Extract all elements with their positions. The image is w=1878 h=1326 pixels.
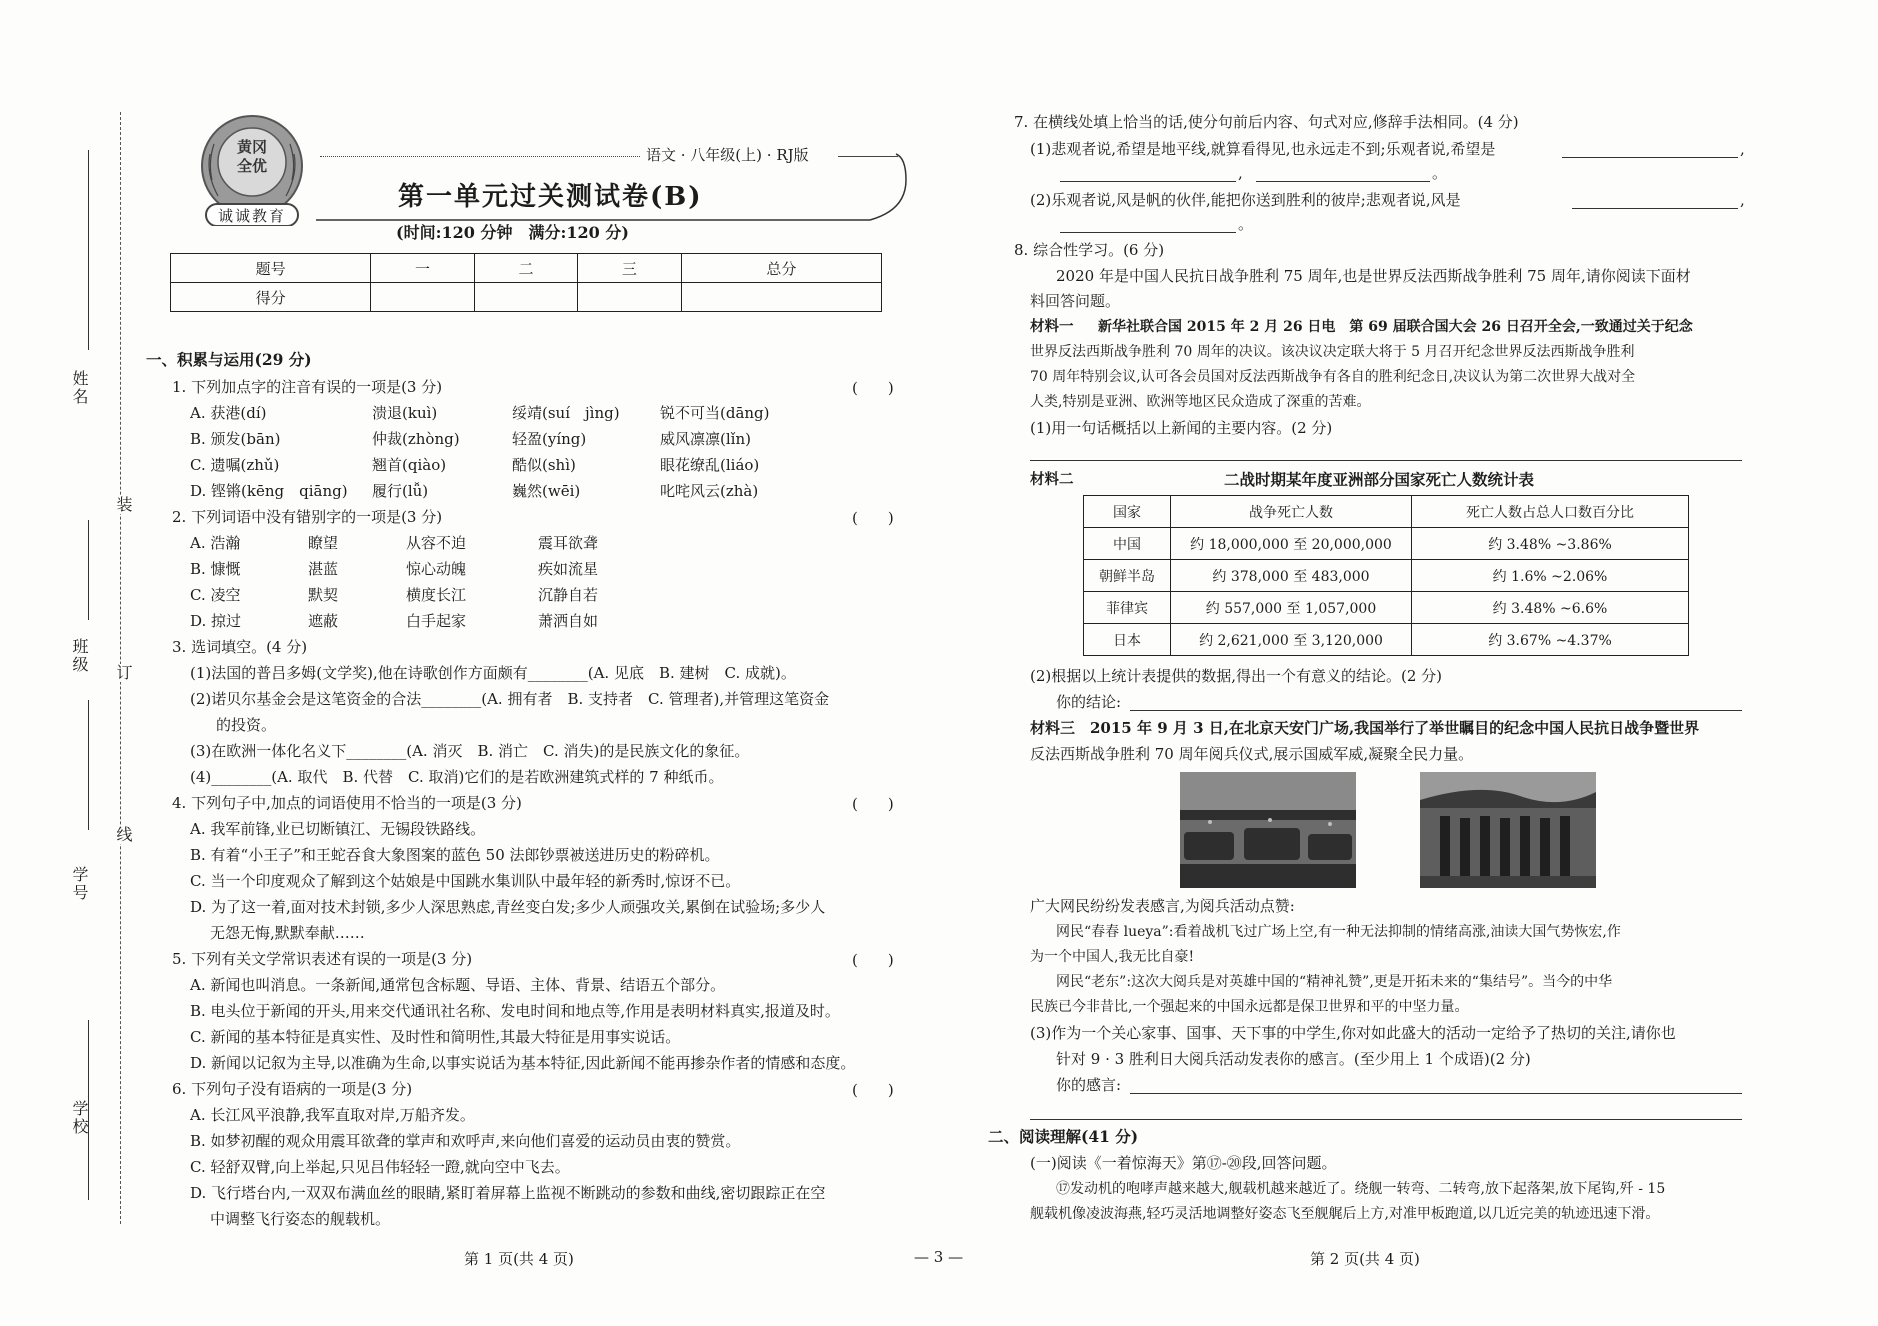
logo-text-top: 黄冈全优	[236, 138, 267, 175]
section-2-heading: 二、阅读理解(41 分)	[988, 1127, 1139, 1146]
q7-2-comma: ,	[1740, 191, 1745, 209]
q2-stem: 2. 下列词语中没有错别字的一项是(3 分)	[172, 508, 443, 526]
q2-opt-b-4: 疾如流星	[538, 560, 599, 578]
stat-head-deaths: 战争死亡人数	[1171, 496, 1412, 528]
q2-opt-a-4: 震耳欲聋	[538, 534, 599, 552]
material-1-line-1: 新华社联合国 2015 年 2 月 26 日电 第 69 届联合国大会 26 日召开全会,一致通过关于纪念	[1098, 319, 1693, 335]
q5-answer-paren[interactable]: ( )	[852, 951, 894, 969]
stat-cell-deaths: 约 557,000 至 1,057,000	[1171, 592, 1412, 624]
stat-head-country: 国家	[1084, 496, 1171, 528]
q6-opt-d-cont: 中调整飞行姿态的舰载机。	[210, 1210, 391, 1228]
q2-opt-b-2: 湛蓝	[308, 560, 339, 578]
stat-cell-percent: 约 1.6% ~2.06%	[1412, 560, 1689, 592]
q1-opt-c-3: 酷似(shì)	[512, 456, 576, 474]
reading-1-instruction: (一)阅读《一着惊海天》第⑰-⑳段,回答问题。	[1030, 1154, 1337, 1172]
material-2-table-title: 二战时期某年度亚洲部分国家死亡人数统计表	[1224, 470, 1535, 489]
subject-label: 语文 · 八年级(上) · RJ版	[646, 146, 809, 164]
q2-opt-c-1: C. 凌空	[190, 586, 241, 604]
q3-stem: 3. 选词填空。(4 分)	[172, 638, 308, 656]
material-1-line-2: 世界反法西斯战争胜利 70 周年的决议。该决议决定联大将于 5 月召开纪念世界反法西斯战争胜利	[1030, 344, 1635, 360]
stat-cell-percent: 约 3.67% ~4.37%	[1412, 624, 1689, 656]
q8-3-answer-line-1[interactable]	[1130, 1093, 1742, 1094]
stat-cell-deaths: 约 18,000,000 至 20,000,000	[1171, 528, 1412, 560]
stat-cell-percent: 约 3.48% ~6.6%	[1412, 592, 1689, 624]
binding-underline-id	[88, 700, 89, 830]
q5-opt-a: A. 新闻也叫消息。一条新闻,通常包含标题、导语、主体、背景、结语五个部分。	[190, 976, 726, 994]
q6-opt-d: D. 飞行塔台内,一双双布满血丝的眼睛,紧盯着屏幕上监视不断跳动的参数和曲线,密切跟踪正在空	[190, 1184, 826, 1202]
center-page-number: — 3 —	[914, 1248, 964, 1266]
table-row	[1084, 560, 1689, 592]
q2-opt-d-1: D. 掠过	[190, 612, 242, 630]
q1-opt-a-4: 锐不可当(dāng)	[660, 404, 770, 422]
q2-opt-d-3: 白手起家	[406, 612, 467, 630]
binding-underline-name	[88, 150, 89, 350]
binding-label-class: 班级	[70, 638, 89, 674]
q1-opt-a-2: 溃退(kuì)	[372, 404, 438, 422]
q2-answer-paren[interactable]: ( )	[852, 509, 894, 527]
q1-opt-b-2: 仲裁(zhòng)	[372, 430, 460, 448]
binding-mark-zhuang: 装	[114, 496, 133, 514]
score-head-item: 题号	[171, 254, 371, 283]
q3-item-3: (3)在欧洲一体化名义下________(A. 消灭 B. 消亡 C. 消失)的是民族文化的象征。	[190, 742, 750, 760]
q4-stem: 4. 下列句子中,加点的词语使用不恰当的一项是(3 分)	[172, 794, 522, 812]
score-cell-part2[interactable]	[474, 283, 577, 312]
left-page-footer: 第 1 页(共 4 页)	[464, 1250, 574, 1268]
q2-opt-a-3: 从容不迫	[406, 534, 467, 552]
q2-opt-d-4: 萧洒自如	[538, 612, 599, 630]
q2-opt-c-4: 沉静自若	[538, 586, 599, 604]
q3-item-2-cont: 的投资。	[216, 716, 277, 734]
binding-mark-ding: 订	[114, 664, 133, 682]
q2-opt-c-3: 横度长江	[406, 586, 467, 604]
binding-label-id: 学号	[70, 866, 89, 902]
q1-opt-c-2: 翘首(qiào)	[372, 456, 447, 474]
stat-cell-country: 朝鲜半岛	[1084, 560, 1171, 592]
q3-item-1: (1)法国的普吕多姆(文学奖),他在诗歌创作方面颇有________(A. 见底 B. 建树 C. 成就)。	[190, 664, 796, 682]
q1-opt-d-3: 巍然(wēi)	[512, 482, 581, 500]
table-row	[1084, 624, 1689, 656]
q5-opt-c: C. 新闻的基本特征是真实性、及时性和简明性,其最大特征是用事实说话。	[190, 1028, 681, 1046]
q7-1-blank-b[interactable]	[1060, 181, 1236, 182]
q3-item-4: (4)________(A. 取代 B. 代替 C. 取消)它们的是若欧洲建筑式样的 7 种纸币。	[190, 768, 724, 786]
exam-title: 第一单元过关测试卷(B)	[398, 182, 703, 212]
binding-underline-class	[88, 520, 89, 620]
q2-opt-a-1: A. 浩瀚	[190, 534, 241, 552]
netizen-2-line-1: 网民“老东”:这次大阅兵是对英雄中国的“精神礼赞”,更是开拓未来的“集结号”。当今的中华	[1056, 974, 1613, 990]
q6-answer-paren[interactable]: ( )	[852, 1081, 894, 1099]
q8-1-answer-line[interactable]	[1030, 460, 1742, 461]
death-statistics-table	[1083, 495, 1689, 656]
score-cell-total[interactable]	[681, 283, 881, 312]
q5-opt-d: D. 新闻以记叙为主导,以准确为生命,以事实说话为基本特征,因此新闻不能再掺杂作者的情感和态度。	[190, 1054, 856, 1072]
q2-opt-b-3: 惊心动魄	[406, 560, 467, 578]
q7-1-comma: ,	[1740, 140, 1745, 158]
q4-opt-c: C. 当一个印度观众了解到这个姑娘是中国跳水集训队中最年轻的新秀时,惊讶不已。	[190, 872, 741, 890]
q7-1-blank-a[interactable]	[1562, 157, 1738, 158]
material-2-label: 材料二	[1030, 471, 1074, 488]
stat-cell-percent: 约 3.48% ~3.86%	[1412, 528, 1689, 560]
q8-2-stem: (2)根据以上统计表提供的数据,得出一个有意义的结论。(2 分)	[1030, 667, 1443, 685]
binding-label-name: 姓名	[70, 370, 89, 406]
score-cell-part3[interactable]	[578, 283, 681, 312]
q7-1-blank-c[interactable]	[1256, 181, 1430, 182]
material-3-line-2: 反法西斯战争胜利 70 周年阅兵仪式,展示国威军威,凝聚全民力量。	[1030, 745, 1474, 763]
q1-opt-c-1: C. 遗嘱(zhǔ)	[190, 456, 280, 474]
q4-opt-d-cont: 无怨无悔,默默奉献……	[210, 924, 365, 942]
q8-stem: 8. 综合性学习。(6 分)	[1014, 241, 1165, 259]
q1-stem: 1. 下列加点字的注音有误的一项是(3 分)	[172, 378, 443, 396]
exam-time-info: (时间:120 分钟 满分:120 分)	[396, 223, 629, 242]
q2-opt-c-2: 默契	[308, 586, 339, 604]
material-1-label: 材料一	[1030, 318, 1074, 335]
score-head-total: 总分	[681, 254, 881, 283]
q4-answer-paren[interactable]: ( )	[852, 795, 894, 813]
q7-stem: 7. 在横线处填上恰当的话,使分句前后内容、句式对应,修辞手法相同。(4 分)	[1014, 113, 1519, 131]
table-row	[1084, 528, 1689, 560]
q4-opt-d: D. 为了这一着,面对技术封锁,多少人深思熟虑,青丝变白发;多少人顽强攻关,累倒在试验场;多少人	[190, 898, 826, 916]
score-row-label: 得分	[171, 283, 371, 312]
q8-2-answer-label: 你的结论:	[1056, 693, 1122, 711]
score-head-part1: 一	[371, 254, 474, 283]
stat-cell-country: 日本	[1084, 624, 1171, 656]
q2-opt-d-2: 遮蔽	[308, 612, 339, 630]
score-cell-part1[interactable]	[371, 283, 474, 312]
binding-label-school: 学校	[70, 1100, 89, 1136]
q2-opt-b-1: B. 慷慨	[190, 560, 241, 578]
table-row	[1084, 592, 1689, 624]
right-page-footer: 第 2 页(共 4 页)	[1310, 1250, 1420, 1268]
q1-opt-b-4: 威风凛凛(lǐn)	[660, 430, 751, 448]
q7-item-1: (1)悲观者说,希望是地平线,就算看得见,也永远走不到;乐观者说,希望是	[1030, 140, 1496, 158]
q3-item-2: (2)诺贝尔基金会是这笔资金的合法________(A. 拥有者 B. 支持者 C. 管理者),并管理这笔资金	[190, 690, 830, 708]
logo-text-bottom: 诚诚教育	[217, 207, 286, 225]
q1-opt-a-3: 绥靖(suí jìng)	[512, 404, 620, 422]
q5-stem: 5. 下列有关文学常识表述有误的一项是(3 分)	[172, 950, 473, 968]
q8-3-answer-label: 你的感言:	[1056, 1076, 1122, 1094]
material-3-line-1: 材料三 2015 年 9 月 3 日,在北京天安门广场,我国举行了举世瞩目的纪念中国人民抗日战争暨世界	[1030, 719, 1700, 737]
q1-opt-d-1: D. 铿锵(kēng qiāng)	[190, 482, 348, 500]
q8-3-stem-cont: 针对 9 · 3 胜利日大阅兵活动发表你的感言。(至少用上 1 个成语)(2 分)	[1056, 1050, 1531, 1068]
q6-stem: 6. 下列句子没有语病的一项是(3 分)	[172, 1080, 413, 1098]
q7-2-blank-b[interactable]	[1060, 232, 1236, 233]
parade-photo-soldiers	[1420, 772, 1596, 888]
netizen-intro: 广大网民纷纷发表感言,为阅兵活动点赞:	[1030, 897, 1295, 915]
publisher-logo	[196, 114, 308, 226]
section-1-heading: 一、积累与运用(29 分)	[146, 350, 312, 369]
q4-opt-b: B. 有着“小王子”和王蛇吞食大象图案的蓝色 50 法郎钞票被送进历史的粉碎机。	[190, 846, 720, 864]
q6-opt-c: C. 轻舒双臂,向上举起,只见吕伟轻轻一蹬,就向空中飞去。	[190, 1158, 570, 1176]
binding-mark-xian: 线	[114, 826, 133, 844]
q1-opt-b-3: 轻盈(yíng)	[512, 430, 587, 448]
q7-1-comma-b: ,	[1238, 164, 1243, 182]
q1-opt-d-2: 履行(lǚ)	[372, 482, 429, 500]
q6-opt-a: A. 长江风平浪静,我军直取对岸,万船齐发。	[190, 1106, 475, 1124]
q7-2-blank-a[interactable]	[1572, 208, 1738, 209]
q6-opt-b: B. 如梦初醒的观众用震耳欲聋的掌声和欢呼声,来向他们喜爱的运动员由衷的赞赏。	[190, 1132, 741, 1150]
score-head-part2: 二	[474, 254, 577, 283]
q1-answer-paren[interactable]: ( )	[852, 379, 894, 397]
netizen-1-line-1: 网民“春春 lueya”:看着战机飞过广场上空,有一种无法抑制的情绪高涨,油读大国气势恢宏,作	[1056, 924, 1621, 940]
q2-opt-a-2: 瞭望	[308, 534, 339, 552]
material-1-line-3: 70 周年特别会议,认可各会员国对反法西斯战争有各自的胜利纪念日,决议认为第二次世界大战对全	[1030, 369, 1636, 385]
reading-1-para-1: ⑰发动机的咆哮声越来越大,舰载机越来越近了。绕舰一转弯、二转弯,放下起落架,放下尾钩,歼 - 15	[1056, 1181, 1666, 1197]
score-head-part3: 三	[578, 254, 681, 283]
score-table	[170, 253, 882, 312]
q7-item-2: (2)乐观者说,风是帆的伙伴,能把你送到胜利的彼岸;悲观者说,风是	[1030, 191, 1461, 209]
stat-cell-deaths: 约 2,621,000 至 3,120,000	[1171, 624, 1412, 656]
q4-opt-a: A. 我军前锋,业已切断镇江、无锡段铁路线。	[190, 820, 486, 838]
q1-opt-c-4: 眼花缭乱(liáo)	[660, 456, 760, 474]
material-1-line-4: 人类,特别是亚洲、欧洲等地区民众造成了深重的苦难。	[1030, 394, 1371, 410]
q8-2-answer-line[interactable]	[1130, 710, 1742, 711]
netizen-1-line-2: 为一个中国人,我无比自豪!	[1030, 949, 1195, 965]
q8-intro: 2020 年是中国人民抗日战争胜利 75 周年,也是世界反法西斯战争胜利 75 周年,请你阅读下面材	[1056, 267, 1691, 285]
q8-3-stem: (3)作为一个关心家事、国事、天下事的中学生,你对如此盛大的活动一定给予了热切的关注,请你也	[1030, 1024, 1676, 1042]
q1-opt-a-1: A. 获港(dí)	[190, 404, 267, 422]
q7-2-period: 。	[1238, 215, 1254, 233]
q1-opt-b-1: B. 颁发(bān)	[190, 430, 281, 448]
reading-1-para-2: 舰载机像凌波海燕,轻巧灵活地调整好姿态飞至舰艉后上方,对准甲板跑道,以几近完美的轨迹迅速下滑。	[1030, 1206, 1660, 1222]
q5-opt-b: B. 电头位于新闻的开头,用来交代通讯社名称、发电时间和地点等,作用是表明材料真实,报道及时。	[190, 1002, 840, 1020]
q8-1-stem: (1)用一句话概括以上新闻的主要内容。(2 分)	[1030, 419, 1333, 437]
q1-opt-d-4: 叱咤风云(zhà)	[660, 482, 759, 500]
stat-cell-country: 菲律宾	[1084, 592, 1171, 624]
q8-intro-cont: 料回答问题。	[1030, 292, 1121, 310]
stat-cell-country: 中国	[1084, 528, 1171, 560]
stat-head-percent: 死亡人数占总人口数百分比	[1412, 496, 1689, 528]
q7-1-period: 。	[1432, 164, 1448, 182]
parade-photo-aircraft-vehicles	[1180, 772, 1356, 888]
stat-cell-deaths: 约 378,000 至 483,000	[1171, 560, 1412, 592]
netizen-2-line-2: 民族已今非昔比,一个强起来的中国永远都是保卫世界和平的中坚力量。	[1030, 999, 1469, 1015]
q8-3-answer-line-2[interactable]	[1030, 1119, 1742, 1120]
